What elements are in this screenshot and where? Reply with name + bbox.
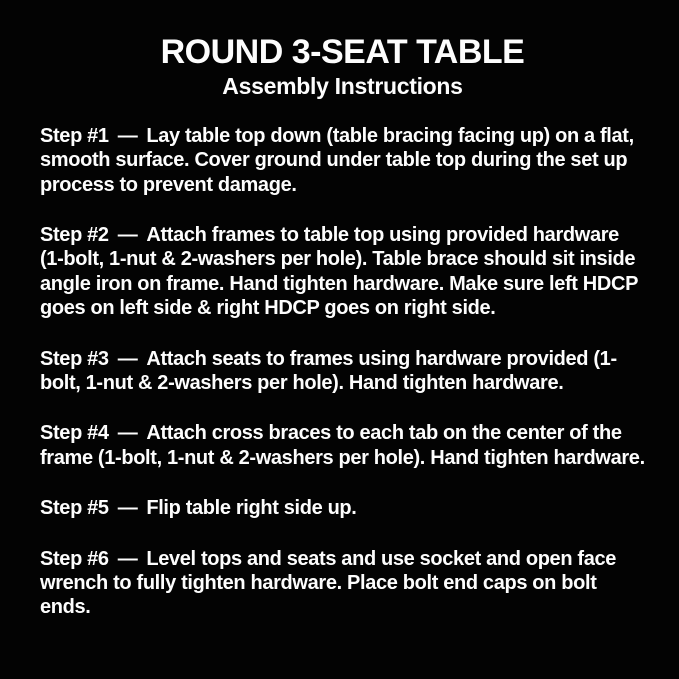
step-1 [40,124,645,197]
step-dash: — [117,497,138,520]
step-text: Level tops and seats and use socket and open face wrench to fully tighten hardware. Place bolt end caps on bolt ends. [40,547,617,619]
step-label: Step #6 [40,547,109,570]
step-text: Lay table top down (table bracing facing up) on a flat, smooth surface. Cover ground under table top during the set up process to prevent damage. [40,124,634,196]
step-dash: — [117,347,138,370]
step-dash: — [117,124,138,147]
step-2 [40,223,645,321]
step-text: Attach seats to frames using hardware provided (1-bolt, 1-nut & 2-washers per hole). Hand tighten hardware. [40,347,617,394]
step-label: Step #3 [40,347,109,370]
step-3 [40,347,645,396]
step-text: Attach frames to table top using provided hardware (1-bolt, 1-nut & 2-washers per hole). Table brace should sit inside angle iron on frame. Hand tighten hardware. Make sure left HDCP goes on left side & right HDCP goes on right side. [40,224,638,320]
steps-list [40,124,645,620]
step-dash: — [117,547,138,570]
step-text: Flip table right side up. [146,497,357,520]
step-label: Step #4 [40,422,109,445]
step-label: Step #5 [40,497,109,520]
page-title: ROUND 3-SEAT TABLE [160,33,525,71]
page-subtitle: Assembly Instructions [222,73,463,100]
step-dash: — [117,422,138,445]
step-4 [40,421,645,470]
step-label: Step #2 [40,224,109,246]
header [40,34,645,100]
step-6 [40,547,645,620]
step-dash: — [117,224,138,246]
step-5 [40,496,645,520]
step-label: Step #1 [40,124,109,147]
step-text: Attach cross braces to each tab on the center of the frame (1-bolt, 1-nut & 2-washers per hole). Hand tighten hardware. [40,422,645,469]
